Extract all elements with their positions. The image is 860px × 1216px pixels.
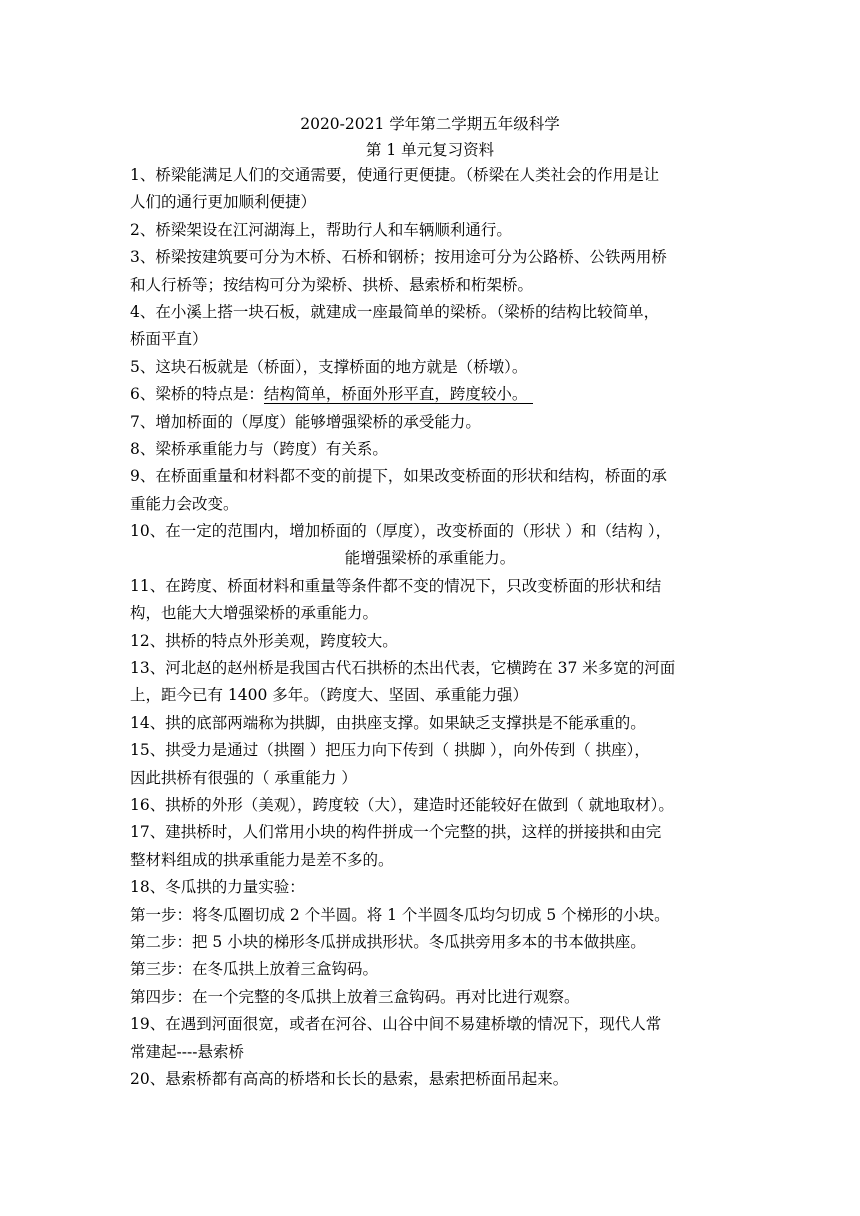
text-line (130, 381, 730, 408)
text-line: 上，距今已有 1400 多年。（跨度大、坚固、承重能力强） (130, 686, 529, 705)
text-line: 8、梁桥承重能力与（跨度）有关系。 (130, 439, 388, 458)
text-line: 10、在一定的范围内，增加桥面的（厚度），改变桥面的（形状 ）和（结构 ）， (130, 522, 672, 541)
text-line: 整材料组成的拱承重能力是差不多的。 (130, 850, 394, 869)
text-line: 17、建拱桥时，人们常用小块的构件拼成一个完整的拱，这样的拼接拱和由完 (130, 823, 662, 842)
text-segment: 6、梁桥的特点是： (130, 385, 264, 404)
text-line: 第一步：将冬瓜圈切成 2 个半圆。将 1 个半圆冬瓜均匀切成 5 个梯形的小块。 (130, 905, 670, 924)
text-line: 人们的通行更加顺利便捷） (130, 193, 317, 212)
text-line: 13、河北赵的赵州桥是我国古代石拱桥的杰出代表，它横跨在 37 米多宽的河面 (130, 659, 676, 678)
underlined-answer: 结构简单，桥面外形平直，跨度较小。 (264, 385, 534, 404)
text-line: 20、悬索桥都有高高的桥塔和长长的悬索，悬索把桥面吊起来。 (130, 1069, 569, 1088)
text-line: 16、拱桥的外形（美观），跨度较（大），建造时还能较好在做到（ 就地取材）。 (130, 795, 674, 814)
document-title: 2020-2021 学年第二学期五年级科学 (300, 115, 560, 133)
text-line: 3、桥梁按建筑要可分为木桥、石桥和钢桥；按用途可分为公路桥、公铁两用桥 (130, 248, 667, 267)
text-line: 5、这块石板就是（桥面），支撑桥面的地方就是（桥墩）。 (130, 357, 528, 376)
document-body (130, 162, 730, 1093)
text-line: 15、拱受力是通过（拱圈 ）把压力向下传到（ 拱脚 ），向外传到（ 拱座）， (130, 741, 650, 760)
text-line: 第二步：把 5 小块的梯形冬瓜拼成拱形状。冬瓜拱旁用多本的书本做拱座。 (130, 932, 646, 951)
text-line: 桥面平直） (130, 330, 208, 349)
text-line: 9、在桥面重量和材料都不变的前提下，如果改变桥面的形状和结构，桥面的承 (130, 467, 667, 486)
text-line: 构，也能大大增强梁桥的承重能力。 (130, 604, 379, 623)
text-line: 第四步：在一个完整的冬瓜拱上放着三盒钩码。再对比进行观察。 (130, 987, 580, 1006)
text-line: 能增强梁桥的承重能力。 (344, 549, 516, 568)
text-line: 常建起----悬索桥 (130, 1042, 244, 1061)
document-subtitle: 第 1 单元复习资料 (365, 141, 495, 159)
text-line: 11、在跨度、桥面材料和重量等条件都不变的情况下，只改变桥面的形状和结 (130, 576, 662, 595)
text-line: 重能力会改变。 (130, 494, 239, 513)
text-line: 19、在遇到河面很宽，或者在河谷、山谷中间不易建桥墩的情况下，现代人常 (130, 1015, 662, 1034)
text-line: 和人行桥等；按结构可分为梁桥、拱桥、悬索桥和桁架桥。 (130, 275, 534, 294)
text-line: 7、增加桥面的（厚度）能够增强梁桥的承受能力。 (130, 412, 481, 431)
text-line: 2、桥梁架设在江河湖海上，帮助行人和车辆顺利通行。 (130, 220, 512, 239)
text-line: 第三步：在冬瓜拱上放着三盒钩码。 (130, 960, 379, 979)
text-line: 因此拱桥有很强的（ 承重能力 ） (130, 768, 357, 787)
text-line: 12、拱桥的特点外形美观，跨度较大。 (130, 631, 398, 650)
text-line: 1、桥梁能满足人们的交通需要，使通行更便捷。（桥梁在人类社会的作用是让 (130, 166, 660, 184)
text-line: 14、拱的底部两端称为拱脚，由拱座支撑。如果缺乏支撑拱是不能承重的。 (130, 713, 646, 732)
text-line: 18、冬瓜拱的力量实验： (130, 878, 305, 897)
text-line: 4、在小溪上搭一块石板，就建成一座最简单的梁桥。（梁桥的结构比较简单， (130, 302, 660, 321)
